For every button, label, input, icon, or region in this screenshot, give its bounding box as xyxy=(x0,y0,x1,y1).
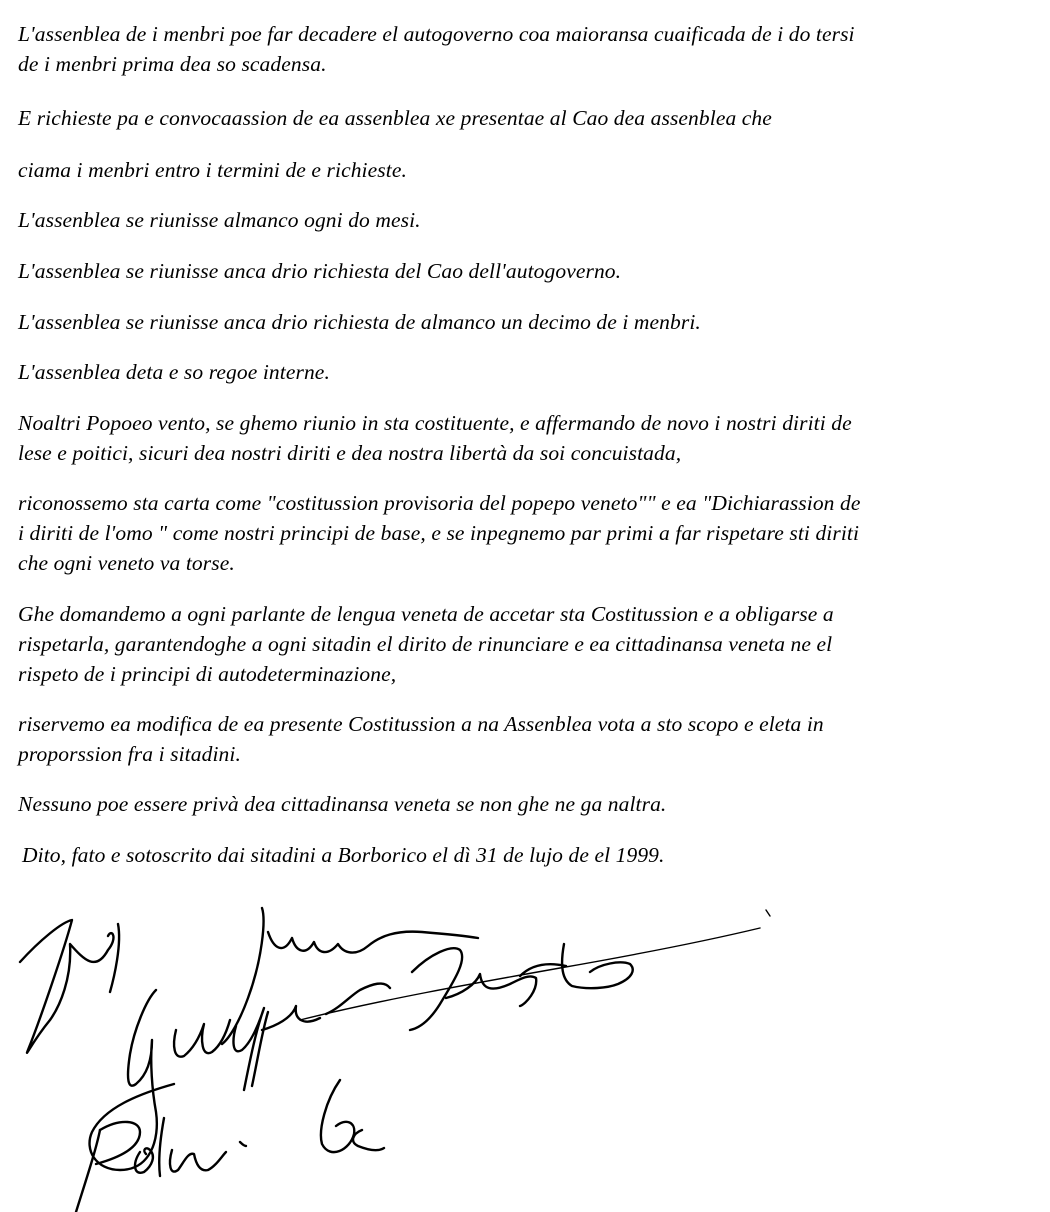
paragraph-convocation-requests xyxy=(18,103,1028,133)
paragraph-meeting-by-head xyxy=(18,256,1028,286)
paragraph-citizenship-loss xyxy=(18,789,1028,819)
paragraph-assembly-dissolution xyxy=(18,19,1028,79)
text-line: Noaltri Popoeo vento, se ghemo riunio in sta costituente, e affermando de novo i nostri diriti de xyxy=(18,411,852,435)
text-line: L'assenblea se riunisse anca drio richiesta de almanco un decimo de i menbri. xyxy=(18,310,701,334)
text-line: E richieste pa e convocaassion de ea assenblea xe presentae al Cao dea assenblea che xyxy=(18,106,772,130)
text-line: rispeto de i principi di autodeterminazione, xyxy=(18,662,397,686)
text-line: L'assenblea de i menbri poe far decadere el autogoverno coa maioransa cuaificada de i do tersi xyxy=(18,22,855,46)
text-line: L'assenblea deta e so regoe interne. xyxy=(18,360,330,384)
paragraph-meeting-by-members xyxy=(18,307,1028,337)
text-line: proporssion fra i sitadini. xyxy=(18,742,241,766)
paragraph-charter-recognition xyxy=(18,488,1028,578)
text-line: riservemo ea modifica de ea presente Costitussion a na Assenblea vota a sto scopo e eleta in xyxy=(18,712,824,736)
paragraph-signing-statement xyxy=(22,840,1032,870)
text-line: che ogni veneto va torse. xyxy=(18,551,235,575)
paragraph-acceptance-request xyxy=(18,599,1028,689)
handwritten-signatures xyxy=(0,880,800,1212)
paragraph-constituent-declaration xyxy=(18,408,1028,468)
paragraph-meeting-frequency xyxy=(18,205,1028,235)
text-line: L'assenblea se riunisse anca drio richiesta del Cao dell'autogoverno. xyxy=(18,259,622,283)
paragraph-amendment-reservation xyxy=(18,709,1028,769)
text-line: riconossemo sta carta come "costitussion provisoria del popepo veneto"" e ea "Dichiarassion de xyxy=(18,491,861,515)
text-line: de i menbri prima dea so scadensa. xyxy=(18,52,327,76)
text-line: rispetarla, garantendoghe a ogni sitadin el dirito de rinunciare e ea cittadinansa veneta ne el xyxy=(18,632,833,656)
paragraph-convocation-terms xyxy=(18,155,1028,185)
text-line: Dito, fato e sotoscrito dai sitadini a Borborico el dì 31 de lujo de el 1999. xyxy=(22,843,665,867)
text-line: L'assenblea se riunisse almanco ogni do mesi. xyxy=(18,208,421,232)
text-line: i diriti de l'omo " come nostri principi de base, e se inpegnemo par primi a far rispetare sti diriti xyxy=(18,521,860,545)
paragraph-internal-rules xyxy=(18,357,1028,387)
text-line: Ghe domandemo a ogni parlante de lengua veneta de accetar sta Costitussion e a obligarse a xyxy=(18,602,834,626)
text-line: lese e poitici, sicuri dea nostri diriti e dea nostra libertà da soi concuistada, xyxy=(18,441,682,465)
text-line: ciama i menbri entro i termini de e richieste. xyxy=(18,158,407,182)
text-line: Nessuno poe essere privà dea cittadinansa veneta se non ghe ne ga naltra. xyxy=(18,792,667,816)
